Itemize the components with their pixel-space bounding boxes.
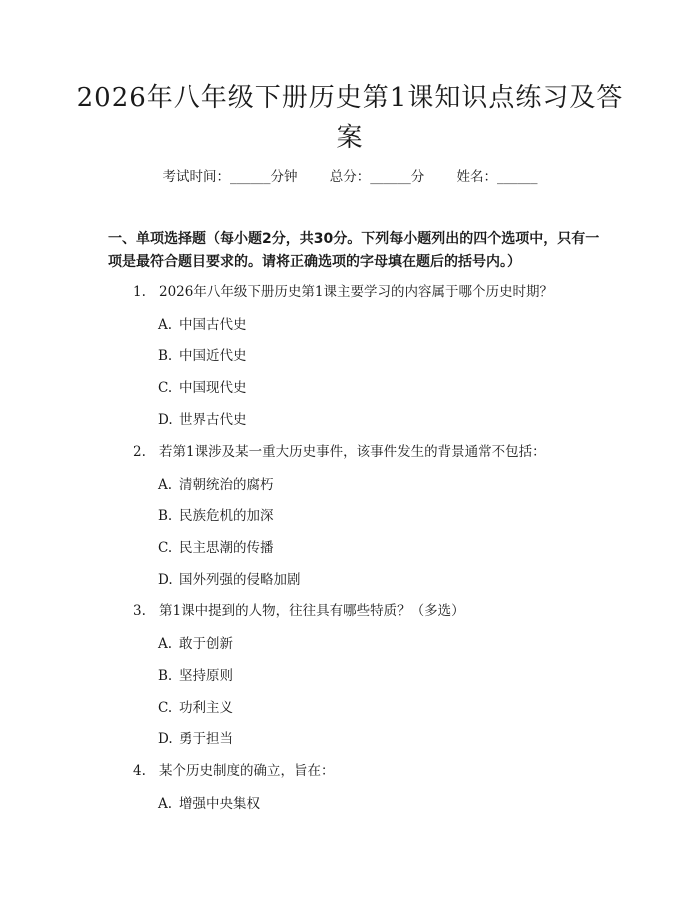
option-letter: A. <box>158 636 173 652</box>
option-3a <box>158 634 233 654</box>
option-1d <box>158 410 247 430</box>
option-3b <box>158 666 233 686</box>
option-text: 民主思潮的传播 <box>179 540 274 556</box>
option-letter: A. <box>158 477 173 493</box>
option-letter: D. <box>158 572 173 588</box>
question-2 <box>133 442 546 462</box>
option-text: 清朝统治的腐朽 <box>179 477 274 493</box>
option-2b <box>158 506 274 526</box>
option-letter: A. <box>158 317 173 333</box>
page-title: 2026年八年级下册历史第1课知识点练习及答案 <box>76 83 624 153</box>
option-letter: D. <box>158 731 173 747</box>
option-text: 勇于担当 <box>179 731 233 747</box>
option-letter: A. <box>158 796 173 812</box>
option-letter: B. <box>158 508 173 524</box>
option-text: 增强中央集权 <box>179 796 260 812</box>
question-number: 2. <box>133 444 146 460</box>
option-text: 中国现代史 <box>179 380 247 396</box>
option-text: 功利主义 <box>179 700 233 716</box>
option-text: 中国近代史 <box>179 348 247 364</box>
option-2c <box>158 538 274 558</box>
option-text: 国外列强的侵略加剧 <box>179 572 301 588</box>
option-text: 中国古代史 <box>179 317 247 333</box>
option-letter: C. <box>158 380 173 396</box>
question-text: 2026年八年级下册历史第1课主要学习的内容属于哪个历史时期？ <box>159 284 553 300</box>
question-number: 4. <box>133 763 146 779</box>
option-text: 民族危机的加深 <box>179 508 274 524</box>
option-3c <box>158 698 233 718</box>
option-text: 坚持原则 <box>179 668 233 684</box>
question-text: 第1课中提到的人物，往往具有哪些特质？（多选） <box>159 603 465 619</box>
question-1 <box>133 282 553 302</box>
option-letter: C. <box>158 700 173 716</box>
option-letter: B. <box>158 668 173 684</box>
question-number: 3. <box>133 603 146 619</box>
option-text: 世界古代史 <box>179 412 247 428</box>
exam-time-field: 考试时间：______分钟 <box>162 169 298 185</box>
student-name-field: 姓名：______ <box>456 169 538 185</box>
exam-info-line <box>0 167 700 187</box>
option-2d <box>158 570 301 590</box>
total-score-field: 总分：______分 <box>329 169 425 185</box>
option-letter: C. <box>158 540 173 556</box>
question-4 <box>133 761 335 781</box>
option-3d <box>158 729 233 749</box>
section-heading: 一、单项选择题（每小题2分，共30分。下列每小题列出的四个选项中，只有一项是最符合题目要求的。请将正确选项的字母填在题后的括号内。） <box>108 231 600 270</box>
option-1b <box>158 346 247 366</box>
option-letter: D. <box>158 412 173 428</box>
option-1c <box>158 378 247 398</box>
question-text: 某个历史制度的确立，旨在： <box>159 763 335 779</box>
question-number: 1. <box>133 284 146 300</box>
question-text: 若第1课涉及某一重大历史事件，该事件发生的背景通常不包括： <box>159 444 546 460</box>
option-2a <box>158 475 274 495</box>
question-3 <box>133 601 465 621</box>
option-1a <box>158 315 247 335</box>
option-4a <box>158 794 260 814</box>
option-text: 敢于创新 <box>179 636 233 652</box>
option-letter: B. <box>158 348 173 364</box>
